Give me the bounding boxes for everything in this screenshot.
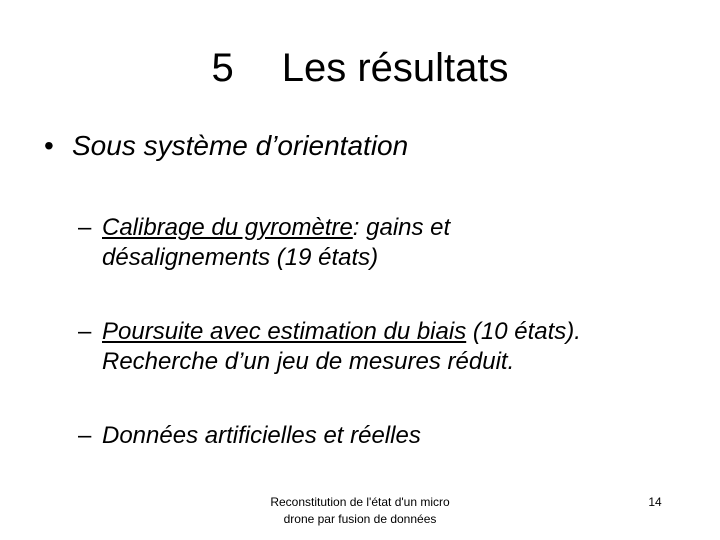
sub-item-underlined-text: Calibrage du gyromètre [102, 214, 353, 241]
page-number: 14 [648, 495, 662, 509]
bullet-marker: • [44, 130, 54, 161]
dash-marker: – [78, 422, 92, 449]
slide-footer [236, 494, 484, 528]
footer-line: Reconstitution de l'état d'un micro [270, 495, 450, 509]
section-number: 5 [211, 46, 234, 90]
sub-item-text: (10 états). [466, 318, 581, 345]
dash-marker: – [78, 214, 92, 241]
sub-item-text: Données artificielles et réelles [102, 422, 421, 449]
sub-item-continuation: désalignements (19 états) [102, 244, 379, 271]
sub-item-underlined-text: Poursuite avec estimation du biais [102, 318, 467, 345]
slide-title [0, 42, 720, 94]
main-bullet [44, 128, 408, 164]
main-bullet-text: Sous système d’orientation [72, 130, 409, 161]
sub-item-tracking [78, 317, 688, 377]
sub-item-text: : gains et [352, 214, 451, 241]
footer-line: drone par fusion de données [283, 512, 437, 526]
sub-item-calibration [78, 213, 688, 273]
dash-marker: – [78, 318, 92, 345]
sub-item-continuation: Recherche d’un jeu de mesures réduit. [102, 348, 515, 375]
sub-item-data [78, 421, 688, 451]
section-title: Les résultats [281, 46, 509, 90]
